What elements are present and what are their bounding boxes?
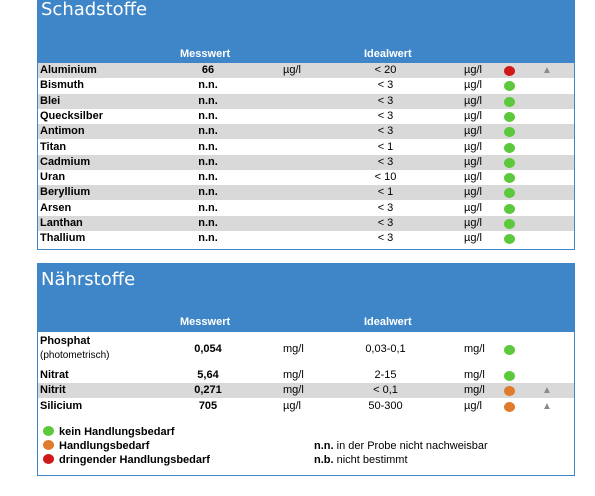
legend-nn-text: in der Probe nicht nachweisbar <box>333 440 488 452</box>
ideal-unit: µg/l <box>464 79 482 92</box>
idealwert-header: Idealwert <box>364 316 412 328</box>
table-row <box>38 368 574 383</box>
table-row <box>38 155 574 170</box>
legend-nb <box>314 454 408 466</box>
green-dot-icon <box>43 426 54 436</box>
status-dot-icon <box>504 234 515 244</box>
status-dot-icon <box>504 173 515 183</box>
table-row <box>38 109 574 124</box>
status-dot-icon <box>504 97 515 107</box>
table-row <box>38 185 574 200</box>
element-name: Titan <box>40 140 67 153</box>
naehrstoffe-title: Nährstoffe <box>41 269 136 290</box>
ideal-value: < 3 <box>377 155 394 168</box>
ideal-value: < 3 <box>377 232 394 245</box>
table-row <box>38 383 574 398</box>
measured-unit: mg/l <box>283 369 304 381</box>
idealwert-header: Idealwert <box>364 48 412 60</box>
ideal-value: < 10 <box>374 171 397 184</box>
measured-value: n.n. <box>198 232 218 245</box>
table-row <box>38 399 574 414</box>
schadstoffe-table <box>38 63 574 248</box>
element-name: Antimon <box>40 125 85 138</box>
ideal-unit: µg/l <box>464 171 482 184</box>
naehrstoffe-table <box>38 368 574 414</box>
table-row <box>38 216 574 231</box>
status-dot-icon <box>504 402 515 412</box>
ideal-unit: mg/l <box>464 384 485 397</box>
measured-unit: µg/l <box>283 399 301 412</box>
ideal-value: < 3 <box>377 79 394 92</box>
status-dot-icon <box>504 345 515 355</box>
status-dot-icon <box>504 386 515 396</box>
phosphat-value: 0,054 <box>194 343 222 355</box>
legend-red <box>43 454 210 466</box>
up-arrow-icon: ▲ <box>542 385 552 397</box>
measured-value: n.n. <box>198 171 218 184</box>
element-name: Blei <box>40 94 61 107</box>
ideal-unit: µg/l <box>464 64 482 76</box>
up-arrow-icon: ▲ <box>542 400 552 412</box>
status-dot-icon <box>504 158 515 168</box>
status-dot-icon <box>504 66 515 76</box>
ideal-value: 50-300 <box>368 399 403 412</box>
naehrstoffe-header <box>38 264 574 332</box>
measured-value: n.n. <box>198 125 218 138</box>
measured-unit: mg/l <box>283 384 304 397</box>
ideal-unit: µg/l <box>464 125 482 138</box>
schadstoffe-panel <box>37 0 575 250</box>
measured-value: 705 <box>198 399 218 412</box>
phosphat-ideal-unit: mg/l <box>464 343 485 355</box>
table-row <box>38 231 574 246</box>
messwert-header: Messwert <box>180 48 231 60</box>
phosphat-ideal: 0,03-0,1 <box>365 343 406 355</box>
element-name: Thallium <box>40 232 86 245</box>
element-name: Uran <box>40 171 66 184</box>
measured-value: 5,64 <box>197 369 219 381</box>
legend-nn-abbr: n.n. <box>314 440 334 452</box>
table-row <box>38 201 574 216</box>
element-name: Aluminium <box>40 64 97 76</box>
measured-value: n.n. <box>198 79 218 92</box>
legend-red-label: dringender Handlungsbedarf <box>59 454 210 466</box>
measured-unit: µg/l <box>283 64 301 76</box>
table-row <box>38 63 574 78</box>
measured-value: n.n. <box>198 94 218 107</box>
table-row <box>38 78 574 93</box>
orange-dot-icon <box>43 440 54 450</box>
ideal-value: < 20 <box>374 64 397 76</box>
ideal-unit: µg/l <box>464 399 482 412</box>
element-name: Quecksilber <box>40 109 103 122</box>
ideal-unit: µg/l <box>464 217 482 229</box>
element-name: Beryllium <box>40 186 91 199</box>
legend-nb-text: nicht bestimmt <box>333 454 408 466</box>
ideal-unit: µg/l <box>464 155 482 168</box>
measured-value: n.n. <box>198 217 218 229</box>
status-dot-icon <box>504 112 515 122</box>
ideal-value: < 3 <box>377 125 394 138</box>
measured-value: n.n. <box>198 201 218 214</box>
red-dot-icon <box>43 454 54 464</box>
ideal-unit: µg/l <box>464 94 482 107</box>
table-row <box>38 124 574 139</box>
status-dot-icon <box>504 204 515 214</box>
legend-green-label: kein Handlungsbedarf <box>59 426 175 438</box>
legend-orange-label: Handlungsbedarf <box>59 440 150 452</box>
status-dot-icon <box>504 371 515 381</box>
up-arrow-icon: ▲ <box>542 65 552 76</box>
measured-value: n.n. <box>198 186 218 199</box>
phosphat-row <box>38 332 574 368</box>
schadstoffe-title: Schadstoffe <box>41 0 148 20</box>
ideal-value: < 3 <box>377 217 394 229</box>
ideal-unit: mg/l <box>464 369 485 381</box>
element-name: Cadmium <box>40 155 91 168</box>
element-name: Arsen <box>40 201 72 214</box>
ideal-unit: µg/l <box>464 109 482 122</box>
phosphat-unit: mg/l <box>283 343 304 355</box>
element-name: Nitrat <box>40 369 69 381</box>
element-name: Bismuth <box>40 79 84 92</box>
ideal-unit: µg/l <box>464 201 482 214</box>
measured-value: n.n. <box>198 109 218 122</box>
ideal-unit: µg/l <box>464 232 482 245</box>
legend-nn <box>314 440 488 452</box>
table-row <box>38 140 574 155</box>
ideal-unit: µg/l <box>464 186 482 199</box>
measured-value: 0,271 <box>194 384 222 397</box>
ideal-value: < 3 <box>377 201 394 214</box>
ideal-value: < 1 <box>377 186 394 199</box>
element-name: Nitrit <box>40 384 66 397</box>
element-name: Silicium <box>40 399 83 412</box>
measured-value: n.n. <box>198 155 218 168</box>
measured-value: 66 <box>201 64 215 76</box>
naehrstoffe-panel <box>37 263 575 476</box>
status-dot-icon <box>504 143 515 153</box>
status-dot-icon <box>504 219 515 229</box>
ideal-value: < 0,1 <box>373 384 398 397</box>
legend-nb-abbr: n.b. <box>314 454 334 466</box>
legend-orange <box>43 440 149 452</box>
ideal-value: < 3 <box>377 109 394 122</box>
legend <box>38 426 574 474</box>
ideal-value: < 3 <box>377 94 394 107</box>
legend-green <box>43 426 175 438</box>
ideal-unit: µg/l <box>464 140 482 153</box>
table-row <box>38 170 574 185</box>
schadstoffe-header <box>38 0 574 63</box>
status-dot-icon <box>504 127 515 137</box>
messwert-header: Messwert <box>180 316 231 328</box>
table-row <box>38 94 574 109</box>
phosphat-sub: (photometrisch) <box>40 350 110 361</box>
phosphat-name: Phosphat <box>40 335 91 347</box>
ideal-value: 2-15 <box>374 369 397 381</box>
ideal-value: < 1 <box>377 140 394 153</box>
element-name: Lanthan <box>40 217 83 229</box>
measured-value: n.n. <box>198 140 218 153</box>
status-dot-icon <box>504 188 515 198</box>
status-dot-icon <box>504 81 515 91</box>
